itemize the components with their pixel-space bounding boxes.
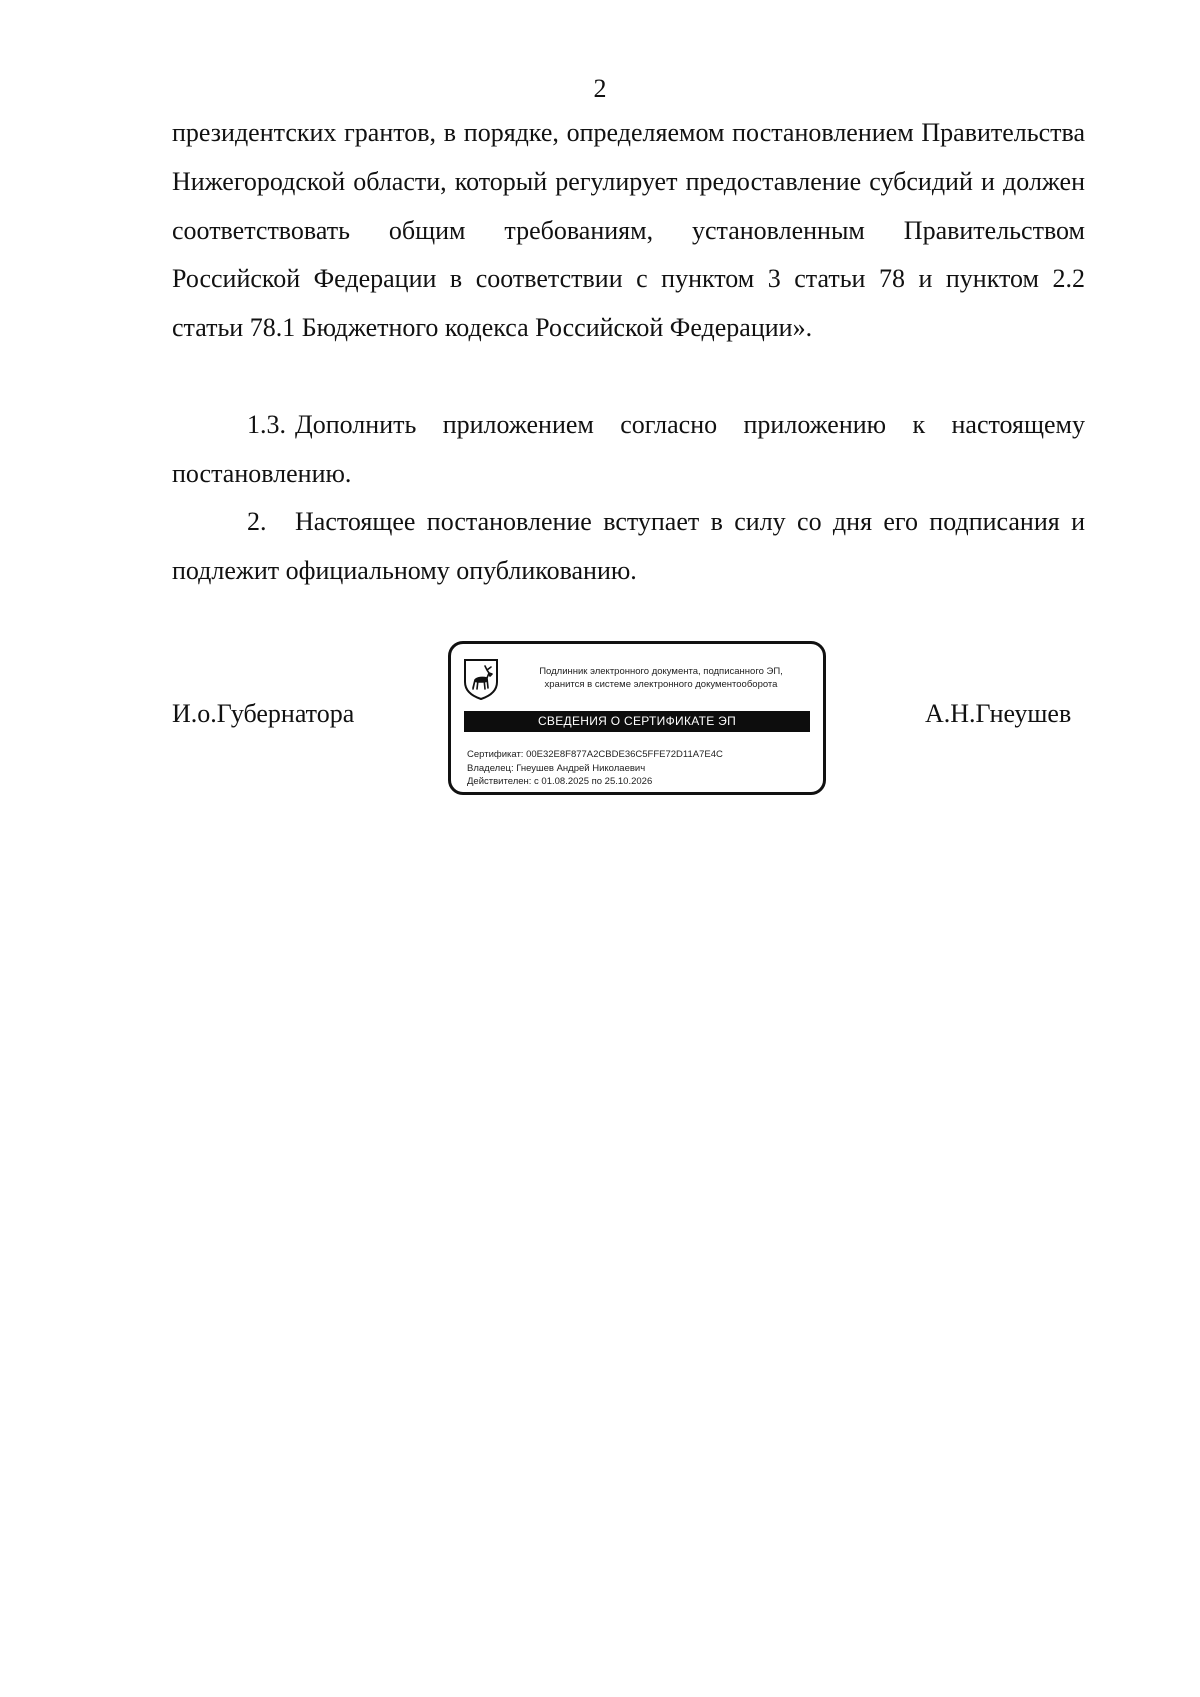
item-number: 1.3. bbox=[247, 410, 286, 439]
certificate-details bbox=[467, 748, 723, 789]
electronic-signature-stamp bbox=[448, 641, 826, 795]
stamp-note-line: хранится в системе электронного документооборота bbox=[544, 678, 778, 690]
deer-coat-of-arms-icon bbox=[463, 658, 499, 700]
paragraph-continuation: президентских грантов, в порядке, определяемом постановлением Правительства Нижегородской области, который регулирует предоставление субсидий и должен соответствовать общим требованиям, установленным Правительством Российской Федерации в соответствии с пунктом 3 статьи 78 и пунктом 2.2 статьи 78.1 Бюджетного кодекса Российской Федерации». bbox=[172, 118, 1085, 343]
certificate-number: Сертификат: 00E32E8F877A2CBDE36C5FFE72D11A7E4C bbox=[467, 749, 723, 760]
item-text: Дополнить приложением согласно приложению к настоящему постановлению. bbox=[172, 410, 1085, 488]
page-number: 2 bbox=[593, 74, 607, 103]
paragraph-2 bbox=[172, 498, 1085, 596]
signatory-name: А.Н.Гнеушев bbox=[925, 699, 1072, 728]
item-text: Настоящее постановление вступает в силу со дня его подписания и подлежит официальному опубликованию. bbox=[172, 507, 1085, 585]
stamp-note bbox=[511, 666, 811, 691]
certificate-header: СВЕДЕНИЯ О СЕРТИФИКАТЕ ЭП bbox=[464, 711, 810, 732]
paragraph-1-3 bbox=[172, 401, 1085, 499]
item-number: 2. bbox=[247, 507, 267, 536]
certificate-owner: Владелец: Гнеушев Андрей Николаевич bbox=[467, 762, 646, 774]
stamp-note-line: Подлинник электронного документа, подписанного ЭП, bbox=[539, 666, 783, 677]
signatory-position: И.о.Губернатора bbox=[172, 699, 355, 728]
certificate-validity: Действителен: с 01.08.2025 по 25.10.2026 bbox=[467, 776, 653, 787]
